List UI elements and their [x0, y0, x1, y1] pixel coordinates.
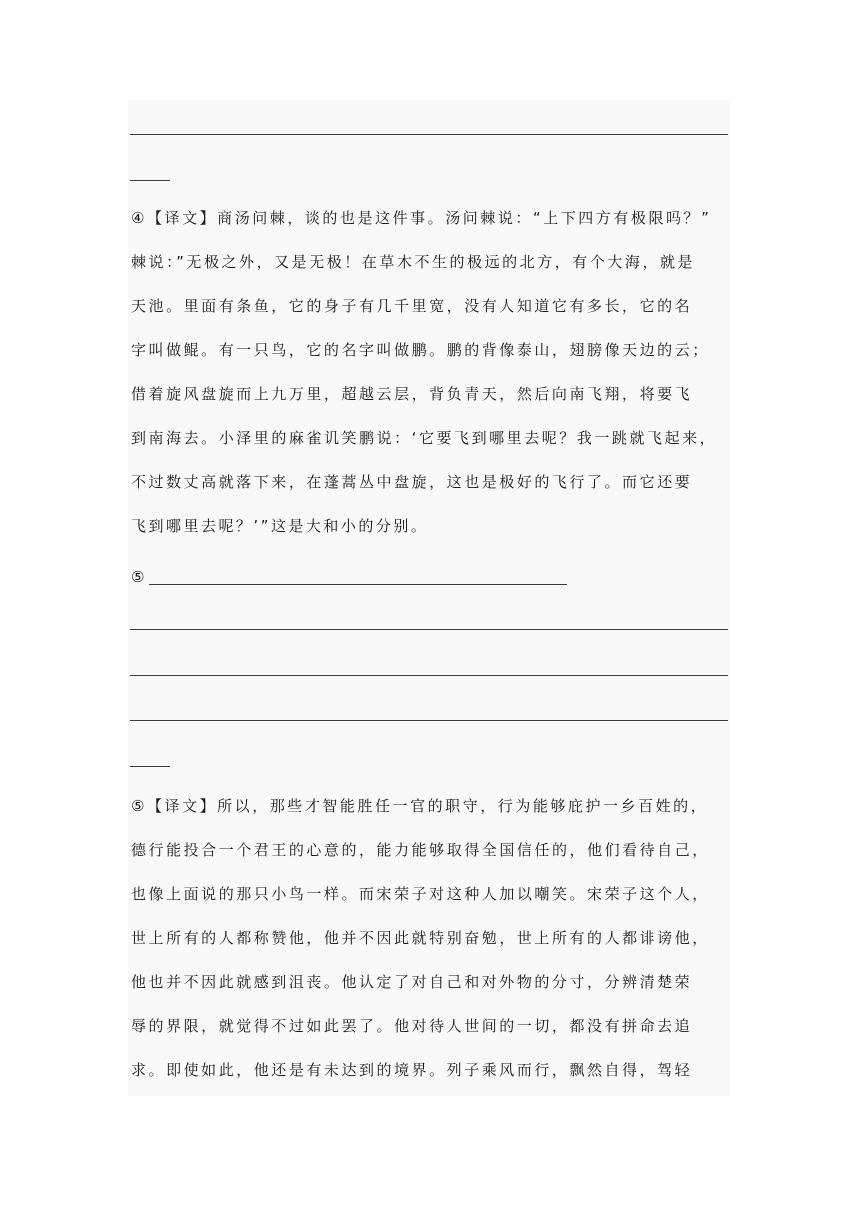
- text-line: 飞到哪里去呢？’”这是大和小的分别。: [131, 517, 429, 535]
- translation-paragraph-4: [131, 196, 731, 548]
- text-line: ④【译文】商汤问棘，谈的也是这件事。汤问棘说：“上下四方有极限吗？”: [131, 209, 712, 227]
- text-line: 到南海去。小泽里的麻雀讥笑鹏说：‘它要飞到哪里去呢？我一跳就飞起来，: [131, 429, 718, 447]
- text-line: 棘说：”无极之外，又是无极！在草木不生的极远的北方，有个大海，就是: [131, 253, 696, 271]
- text-line: 辱的界限，就觉得不过如此罢了。他对待人世间的一切，都没有拼命去追: [131, 1017, 693, 1035]
- answer-blank-5[interactable]: [149, 584, 567, 585]
- answer-line-short: [130, 180, 170, 181]
- answer-line: [130, 629, 728, 630]
- text-line: 字叫做鲲。有一只鸟，它的名字叫做鹏。鹏的背像泰山，翅膀像天边的云；: [131, 341, 710, 359]
- text-line: 德行能投合一个君王的心意的，能力能够取得全国信任的，他们看待自己，: [131, 841, 710, 859]
- text-line: 也像上面说的那只小鸟一样。而宋荣子对这种人加以嘲笑。宋荣子这个人，: [131, 885, 710, 903]
- translation-paragraph-5: [131, 784, 731, 1092]
- text-line: 他也并不因此就感到沮丧。他认定了对自己和对外物的分寸，分辨清楚荣: [131, 973, 693, 991]
- text-line: 世上所有的人都称赞他，他并不因此就特别奋勉，世上所有的人都诽谤他，: [131, 929, 710, 947]
- text-line: 不过数丈高就落下来，在蓬蒿丛中盘旋，这也是极好的飞行了。而它还要: [131, 473, 693, 491]
- question-number-5: ⑤: [131, 568, 145, 586]
- text-line: 天池。里面有条鱼，它的身子有几千里宽，没有人知道它有多长，它的名: [131, 297, 693, 315]
- text-line: 借着旋风盘旋而上九万里，超越云层，背负青天，然后向南飞翔，将要飞: [131, 385, 693, 403]
- text-line: ⑤【译文】所以，那些才智能胜任一官的职守，行为能够庇护一乡百姓的，: [131, 797, 709, 815]
- answer-line: [130, 675, 728, 676]
- answer-line: [130, 134, 728, 135]
- answer-line-short: [130, 766, 170, 767]
- answer-line: [130, 720, 728, 721]
- text-line: 求。即使如此，他还是有未达到的境界。列子乘风而行，飘然自得，驾轻: [131, 1061, 693, 1079]
